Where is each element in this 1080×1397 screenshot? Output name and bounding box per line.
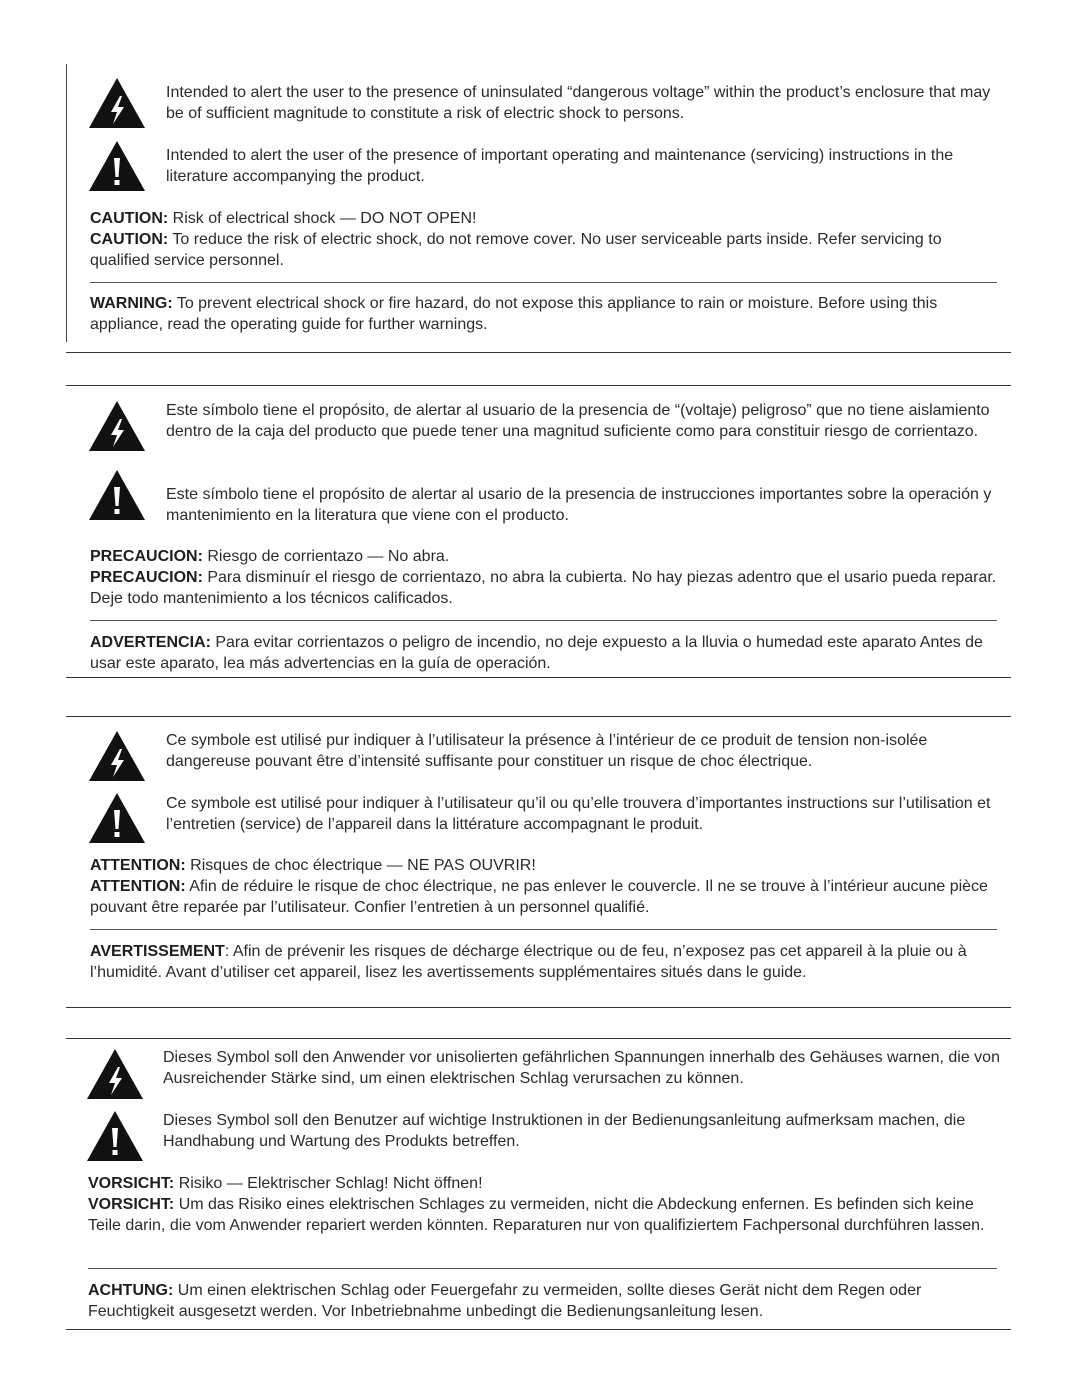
caution-label: VORSICHT: [88,1175,175,1192]
symbol-exclamation-text-en: Intended to alert the user of the presence of important operating and maintenance (servicing) instructions in the literature accompanying the product. [166,147,954,185]
left-margin-rule [66,64,67,342]
caution-text: To reduce the risk of electric shock, do not remove cover. No user serviceable parts inside. Refer servicing to qualified service personnel. [90,231,942,269]
caution-label: PRECAUCION: [90,548,203,565]
caution-text: Risk of electrical shock — DO NOT OPEN! [172,210,477,227]
section-divider [66,385,1011,386]
warning-text: To prevent electrical shock or fire hazard, do not expose this appliance to rain or moisture. Before using this appliance, read the operating guide for further warnings. [90,295,938,333]
section-divider [66,1329,1011,1330]
section-divider [66,1038,1011,1039]
divider [88,1268,997,1269]
caution-text: Riesgo de corrientazo — No abra. [207,548,450,565]
warning-block-fr [90,941,1000,983]
warning-label: ADVERTENCIA: [90,634,211,651]
section-divider [66,716,1011,717]
caution-text: Um das Risiko eines elektrischen Schlages zu vermeiden, nicht die Abdeckung enfernen. Es befinden sich keine Teile darin, die vom Anwender repariert werden könnten. Reparaturen nur von qualifiziertem Fachpersonal durchführen lassen. [88,1196,985,1234]
caution-label: PRECAUCION: [90,569,203,586]
lightning-warning-icon [87,76,147,130]
warning-text: Um einen elektrischen Schlag oder Feuergefahr zu vermeiden, sollte dieses Gerät nicht dem Regen oder Feuchtigkeit ausgesetzt werden. Vor Inbetriebnahme unbedingt die Bedienungsanleitung lesen. [88,1282,922,1320]
lightning-warning-icon [85,1047,145,1101]
caution-label: CAUTION: [90,231,169,248]
caution-text: Para disminuír el riesgo de corrientazo, no abra la cubierta. No hay piezas adentro que el usario pueda reparar. Deje todo mantenimiento a los técnicos calificados. [90,569,997,607]
exclamation-warning-icon [87,139,147,193]
exclamation-warning-icon [87,468,147,522]
caution-text: Risques de choc électrique — NE PAS OUVRIR! [190,857,536,874]
symbol-lightning-text-es: Este símbolo tiene el propósito, de alertar al usuario de la presencia de “(voltaje) peligroso” que no tiene aislamiento dentro de la caja del producto que puede tener una magnitud suficiente como para constituir riesgo de corrientazo. [166,402,990,440]
lightning-warning-icon [87,399,147,453]
symbol-exclamation-text-fr: Ce symbole est utilisé pour indiquer à l’utilisateur qu’il ou qu’elle trouvera d’importantes instructions sur l’utilisation et l’entretien (service) de l’appareil dans la littérature accompagnant le produit. [166,795,991,833]
caution-label: VORSICHT: [88,1196,175,1213]
symbol-lightning-text-en: Intended to alert the user to the presence of uninsulated “dangerous voltage” within the product’s enclosure that may be of sufficient magnitude to constitute a risk of electric shock to persons. [166,84,991,122]
caution-label: ATTENTION: [90,857,186,874]
caution-label: CAUTION: [90,210,169,227]
warning-block-es [90,632,1000,674]
warning-block-de [88,1280,998,1322]
caution-text: Risiko — Elektrischer Schlag! Nicht öffnen! [178,1175,483,1192]
caution-block-fr [90,855,1000,918]
caution-block-es [90,546,1000,609]
symbol-lightning-text-fr: Ce symbole est utilisé pur indiquer à l’utilisateur la présence à l’intérieur de ce produit de tension non-isolée dangereuse pouvant être d’intensité suffisante pour constituer un risque de choc électrique. [166,732,928,770]
caution-text: Afin de réduire le risque de choc électrique, ne pas enlever le couvercle. Il ne se trouve à l’intérieur aucune pièce pouvant être reparée par l’utilisateur. Confier l’entretien à un personnel qualifié. [90,878,988,916]
exclamation-warning-icon [87,791,147,845]
symbol-lightning-text-de: Dieses Symbol soll den Anwender vor unisolierten gefährlichen Spannungen innerhalb des Gehäuses warnen, die von Ausreichender Stärke sind, um einen elektrischen Schlag verursachen zu können. [163,1049,1000,1087]
caution-block-en [90,208,1000,271]
warning-text: : Afin de prévenir les risques de décharge électrique ou de feu, n’exposez pas cet appareil à la pluie ou à l’humidité. Avant d’utiliser cet appareil, lisez les avertissements supplémentaires situés dans le guide. [90,943,967,981]
symbol-exclamation-text-de: Dieses Symbol soll den Benutzer auf wichtige Instruktionen in der Bedienungsanleitung aufmerksam machen, die Handhabung und Wartung des Produkts betreffen. [163,1112,966,1150]
divider [90,620,997,621]
caution-label: ATTENTION: [90,878,186,895]
divider [90,282,997,283]
warning-text: Para evitar corrientazos o peligro de incendio, no deje expuesto a la lluvia o humedad este aparato Antes de usar este aparato, lea más advertencias en la guía de operación. [90,634,983,672]
section-divider [66,677,1011,678]
warning-label: AVERTISSEMENT [90,943,225,960]
warning-label: WARNING: [90,295,173,312]
exclamation-warning-icon [85,1109,145,1163]
section-divider [66,352,1011,353]
symbol-exclamation-text-es: Este símbolo tiene el propósito de alertar al usario de la presencia de instrucciones importantes sobre la operación y mantenimiento en la literatura que viene con el producto. [166,486,992,524]
lightning-warning-icon [87,729,147,783]
caution-block-de [88,1173,998,1236]
warning-label: ACHTUNG: [88,1282,174,1299]
warning-block-en [90,293,1000,335]
divider [90,929,997,930]
section-divider [66,1007,1011,1008]
